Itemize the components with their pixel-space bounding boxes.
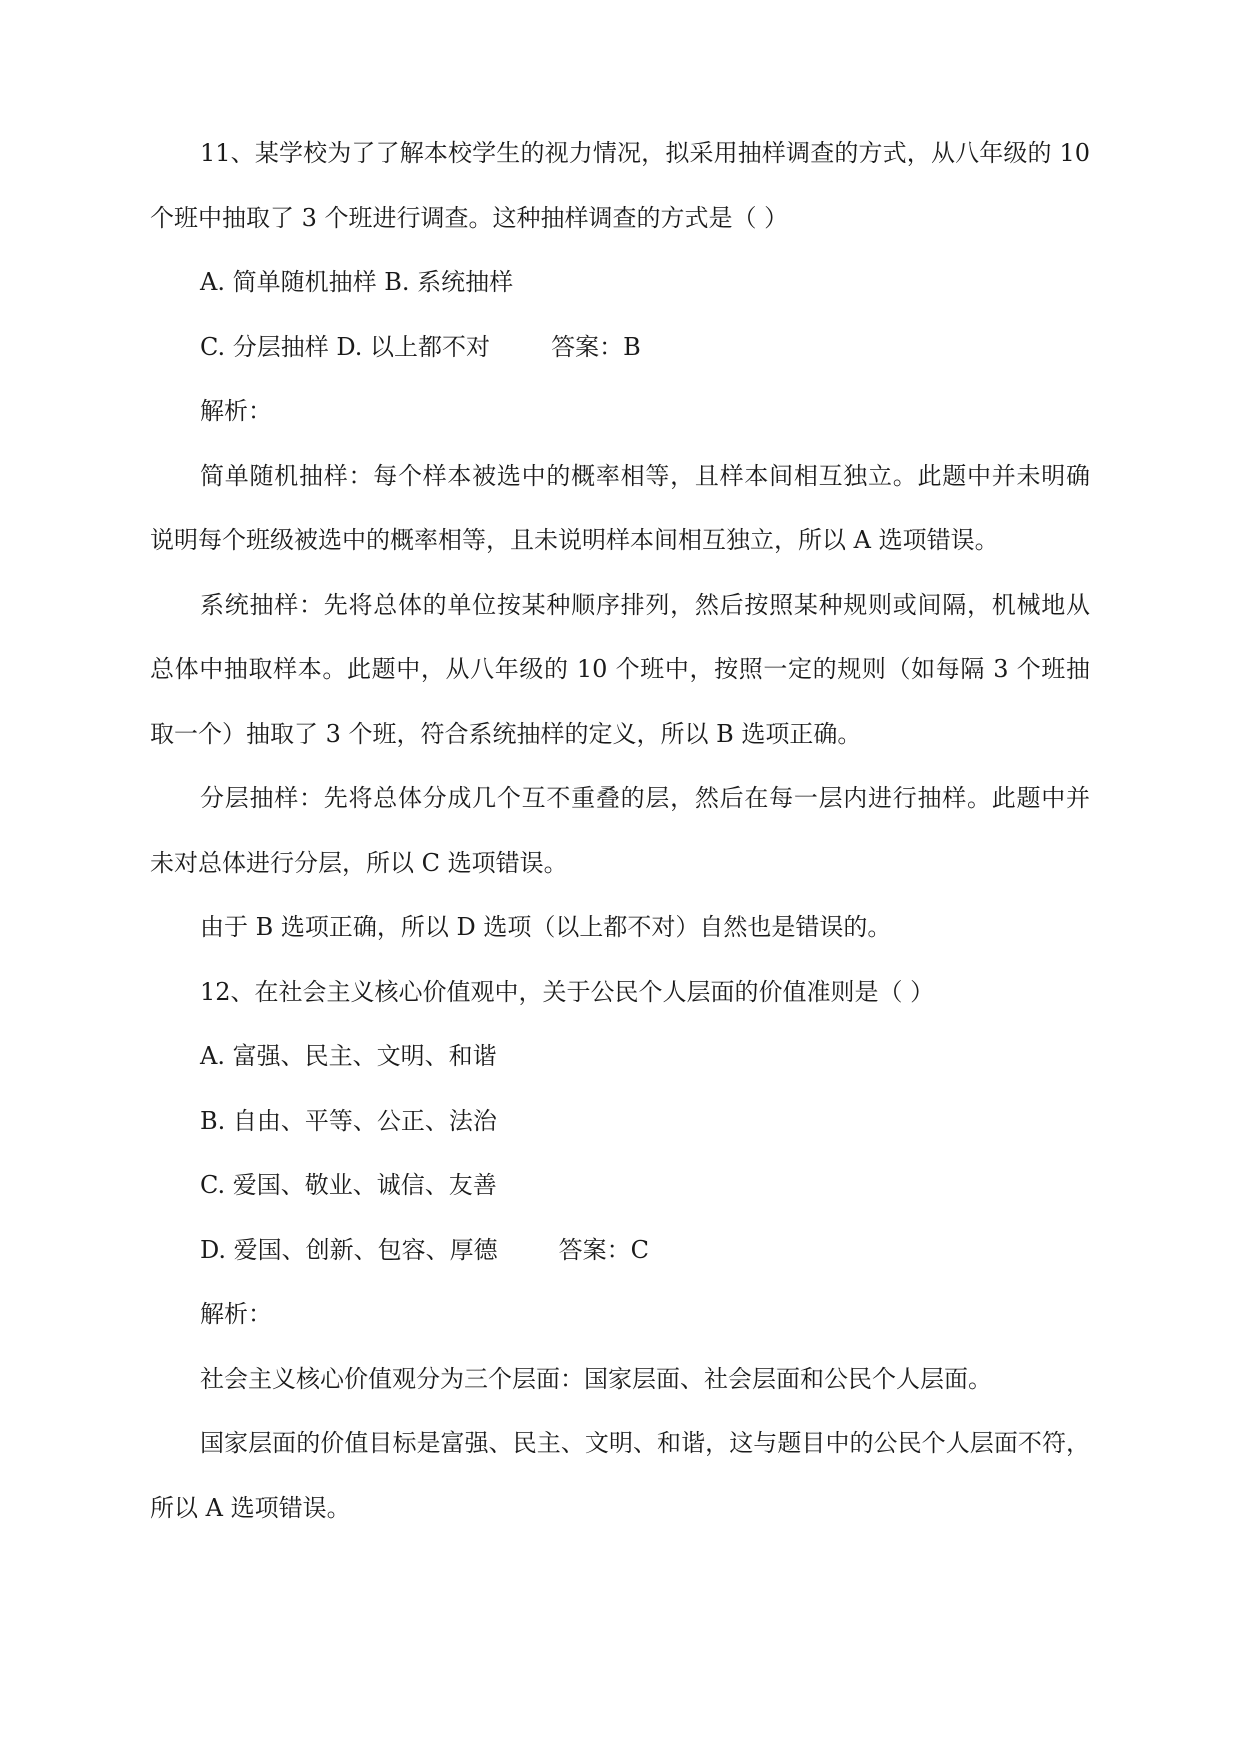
q11-analysis-b-line-1: 系统抽样：先将总体的单位按某种顺序排列，然后按照某种规则或间隔，机械地从 bbox=[200, 590, 1090, 619]
q12-option-b: B. 自由、平等、公正、法治 bbox=[200, 1106, 497, 1135]
q12-analysis-para-2-line-1: 国家层面的价值目标是富强、民主、文明、和谐，这与题目中的公民个人层面不符， bbox=[200, 1429, 1090, 1457]
q12-option-d-answer: D. 爱国、创新、包容、厚德 答案：C bbox=[200, 1235, 650, 1264]
q12-option-c: C. 爱国、敬业、诚信、友善 bbox=[200, 1171, 497, 1199]
q11-analysis-b-line-2: 总体中抽取样本。此题中，从八年级的 10 个班中，按照一定的规则（如每隔 3 个班抽 bbox=[150, 655, 1090, 683]
q11-options-cd-answer: C. 分层抽样 D. 以上都不对 答案：B bbox=[200, 332, 641, 361]
q11-analysis-label: 解析： bbox=[200, 397, 272, 425]
q12-analysis-label: 解析： bbox=[200, 1300, 272, 1328]
document-page bbox=[150, 138, 1090, 1557]
q11-options-ab: A. 简单随机抽样 B. 系统抽样 bbox=[200, 268, 514, 296]
q11-stem-line-2: 个班中抽取了 3 个班进行调查。这种抽样调查的方式是（ ） bbox=[150, 203, 789, 232]
q11-stem-line-1: 11、某学校为了了解本校学生的视力情况，拟采用抽样调查的方式，从八年级的 10 bbox=[200, 139, 1090, 167]
q11-analysis-d: 由于 B 选项正确，所以 D 选项（以上都不对）自然也是错误的。 bbox=[200, 913, 892, 941]
q12-analysis-para-2-line-2: 所以 A 选项错误。 bbox=[150, 1493, 351, 1522]
q11-analysis-a-line-2: 说明每个班级被选中的概率相等，且未说明样本间相互独立，所以 A 选项错误。 bbox=[150, 526, 999, 554]
q11-analysis-c-line-1: 分层抽样：先将总体分成几个互不重叠的层，然后在每一层内进行抽样。此题中并 bbox=[200, 784, 1090, 812]
q12-option-a: A. 富强、民主、文明、和谐 bbox=[200, 1042, 497, 1070]
q12-analysis-para-1: 社会主义核心价值观分为三个层面：国家层面、社会层面和公民个人层面。 bbox=[200, 1364, 992, 1393]
q11-analysis-a-line-1: 简单随机抽样：每个样本被选中的概率相等，且样本间相互独立。此题中并未明确 bbox=[200, 461, 1090, 490]
q11-analysis-b-line-3: 取一个）抽取了 3 个班，符合系统抽样的定义，所以 B 选项正确。 bbox=[150, 719, 862, 748]
q12-stem: 12、在社会主义核心价值观中，关于公民个人层面的价值准则是（ ） bbox=[200, 977, 935, 1006]
q11-analysis-c-line-2: 未对总体进行分层，所以 C 选项错误。 bbox=[150, 848, 568, 877]
